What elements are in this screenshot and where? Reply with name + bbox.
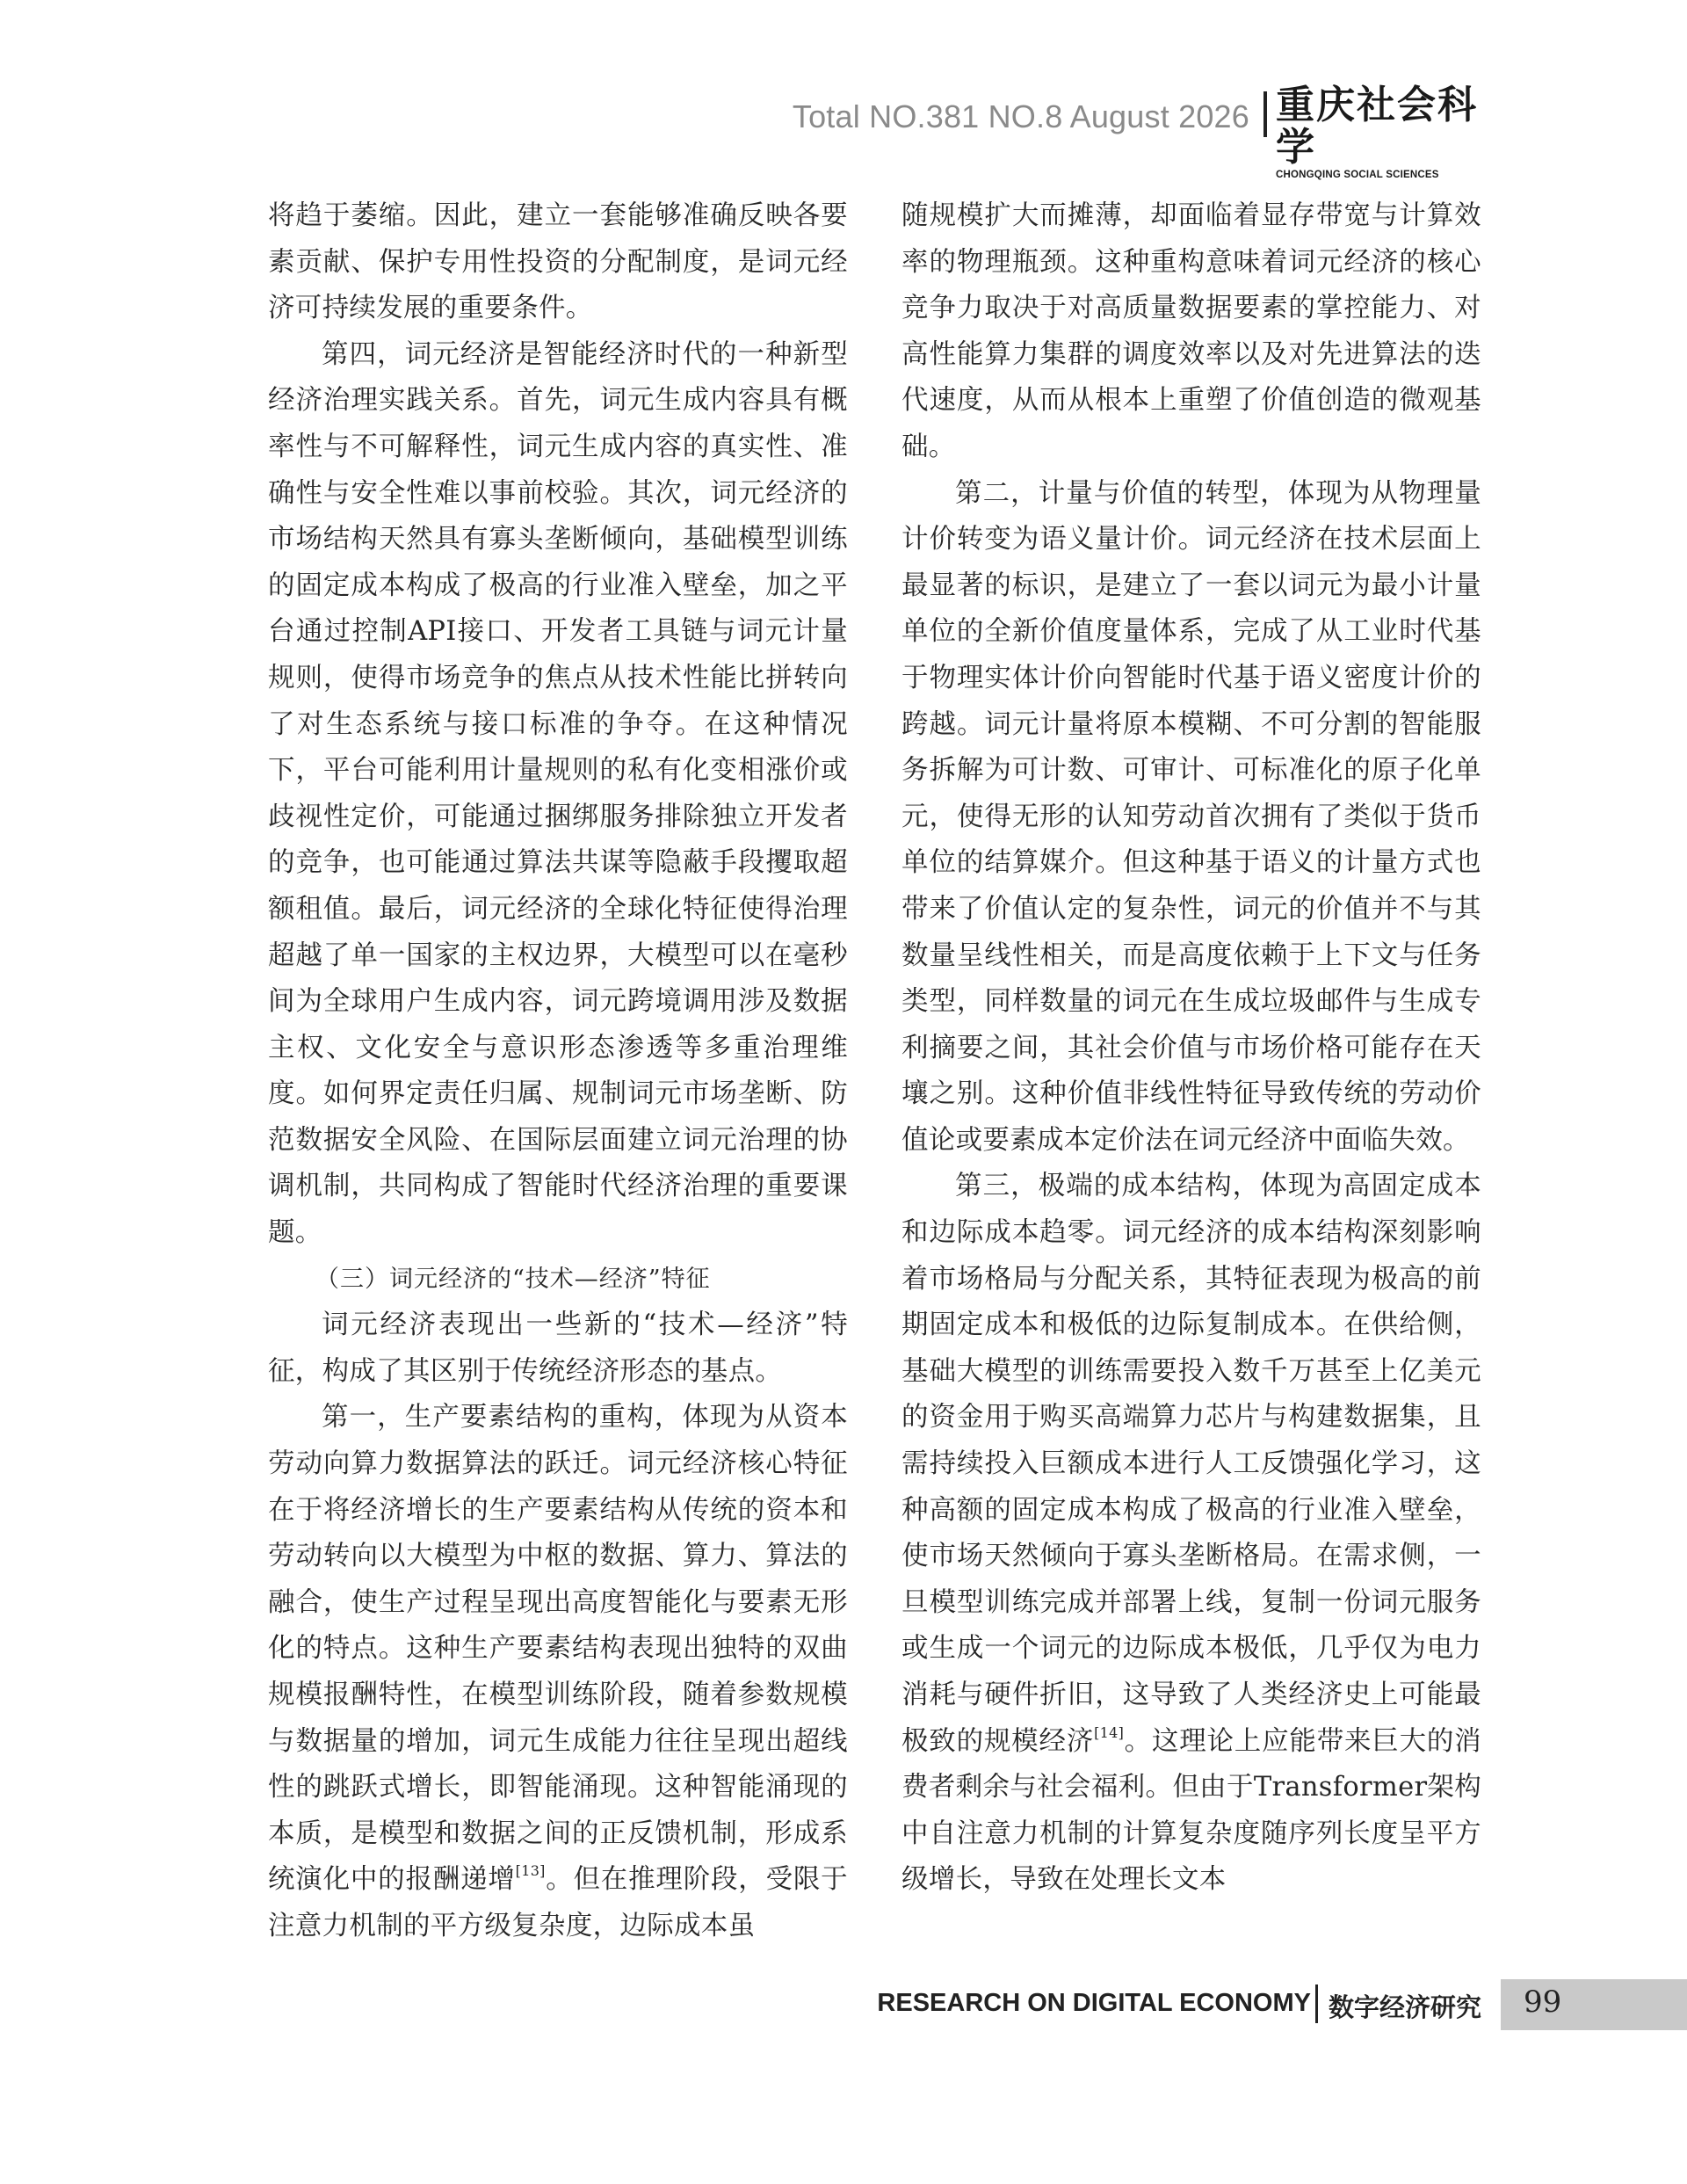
- page-number: 99: [1524, 1984, 1562, 2020]
- paragraph: 随规模扩大而摊薄，却面临着显存带宽与计算效率的物理瓶颈。这种重构意味着词元经济的核心竞争力取决于对高质量数据要素的掌控能力、对高性能算力集群的调度效率以及对先进算法的迭代速度，从而从根本上重塑了价值创造的微观基础。: [901, 200, 1481, 462]
- section-heading: （三）词元经济的“技术—经济”特征: [315, 1265, 711, 1293]
- paragraph-text-cont: 。这理论上应能带来巨大的消费者剩余与社会福利。但由于Transformer架构中自注意力机制的计算复杂度随序列长度呈平方级增长，导致在处理长文本: [901, 1725, 1481, 1896]
- journal-title-cn: 重庆社会科学: [1276, 83, 1478, 170]
- header-divider: [1263, 91, 1267, 137]
- citation-ref[interactable]: [14]: [1094, 1723, 1125, 1741]
- journal-title-en: CHONGQING SOCIAL SCIENCES: [1276, 170, 1439, 180]
- paragraph: 第二，计量与价值的转型，体现为从物理量计价转变为语义量计价。词元经济在技术层面上最显著的标识，是建立了一套以词元为最小计量单位的全新价值度量体系，完成了从工业时代基于物理实体计价向智能时代基于语义密度计价的跨越。词元计量将原本模糊、不可分割的智能服务拆解为可计数、可审计、可标准化的原子化单元，使得无形的认知劳动首次拥有了类似于货币单位的结算媒介。但这种基于语义的计量方式也带来了价值认定的复杂性，词元的价值并不与其数量呈线性相关，而是高度依赖于上下文与任务类型，同样数量的词元在生成垃圾邮件与生成专利摘要之间，其社会价值与市场价格可能存在天壤之别。这种价值非线性特征导致传统的劳动价值论或要素成本定价法在词元经济中面临失效。: [901, 477, 1481, 1156]
- footer-journal-en: RESEARCH ON DIGITAL ECONOMY: [877, 1989, 1311, 2017]
- right-column: [901, 193, 1481, 1904]
- footer-journal-cn: 数字经济研究: [1329, 1992, 1482, 2022]
- paragraph: [901, 1164, 1481, 1904]
- paragraph: 将趋于萎缩。因此，建立一套能够准确反映各要素贡献、保护专用性投资的分配制度，是词元经济可持续发展的重要条件。: [268, 200, 848, 324]
- page-number-tab: [1501, 1979, 1687, 2030]
- footer-divider: [1315, 1984, 1318, 2023]
- issue-info: Total NO.381 NO.8 August 2026: [792, 98, 1249, 134]
- citation-ref[interactable]: [13]: [515, 1862, 546, 1880]
- paragraph: 词元经济表现出一些新的“技术—经济”特征，构成了其区别于传统经济形态的基点。: [268, 1310, 848, 1387]
- journal-logo: [1276, 84, 1487, 181]
- paragraph-text: 第一，生产要素结构的重构，体现为从资本劳动向算力数据算法的跃迁。词元经济核心特征在于将经济增长的生产要素结构从传统的资本和劳动转向以大模型为中枢的数据、算力、算法的融合，使生产过程呈现出高度智能化与要素无形化的特点。这种生产要素结构表现出独特的双曲规模报酬特性，在模型训练阶段，随着参数规模与数据量的增加，词元生成能力往往呈现出超线性的跳跃式增长，即智能涌现。这种智能涌现的本质，是模型和数据之间的正反馈机制，形成系统演化中的报酬递增: [268, 1402, 848, 1896]
- paragraph: [268, 1395, 848, 1949]
- left-column: [268, 193, 848, 1950]
- paragraph-text-cont: 。但在推理阶段，受限于注意力机制的平方级复杂度，边际成本虽: [268, 1864, 848, 1941]
- paragraph: 第四，词元经济是智能经济时代的一种新型经济治理实践关系。首先，词元生成内容具有概率性与不可解释性，词元生成内容的真实性、准确性与安全性难以事前校验。其次，词元经济的市场结构天然具有寡头垄断倾向，基础模型训练的固定成本构成了极高的行业准入壁垒，加之平台通过控制API接口、开发者工具链与词元计量规则，使得市场竞争的焦点从技术性能比拼转向了对生态系统与接口标准的争夺。在这种情况下，平台可能利用计量规则的私有化变相涨价或歧视性定价，可能通过捆绑服务排除独立开发者的竞争，也可能通过算法共谋等隐蔽手段攫取超额租值。最后，词元经济的全球化特征使得治理超越了单一国家的主权边界，大模型可以在毫秒间为全球用户生成内容，词元跨境调用涉及数据主权、文化安全与意识形态渗透等多重治理维度。如何界定责任归属、规制词元市场垄断、防范数据安全风险、在国际层面建立词元治理的协调机制，共同构成了智能时代经济治理的重要课题。: [268, 338, 848, 1249]
- paragraph-text: 第三，极端的成本结构，体现为高固定成本和边际成本趋零。词元经济的成本结构深刻影响着市场格局与分配关系，其特征表现为极高的前期固定成本和极低的边际复制成本。在供给侧，基础大模型的训练需要投入数千万甚至上亿美元的资金用于购买高端算力芯片与构建数据集，且需持续投入巨额成本进行人工反馈强化学习，这种高额的固定成本构成了极高的行业准入壁垒，使市场天然倾向于寡头垄断格局。在需求侧，一旦模型训练完成并部署上线，复制一份词元服务或生成一个词元的边际成本极低，几乎仅为电力消耗与硬件折旧，这导致了人类经济史上可能最极致的规模经济: [901, 1171, 1481, 1757]
